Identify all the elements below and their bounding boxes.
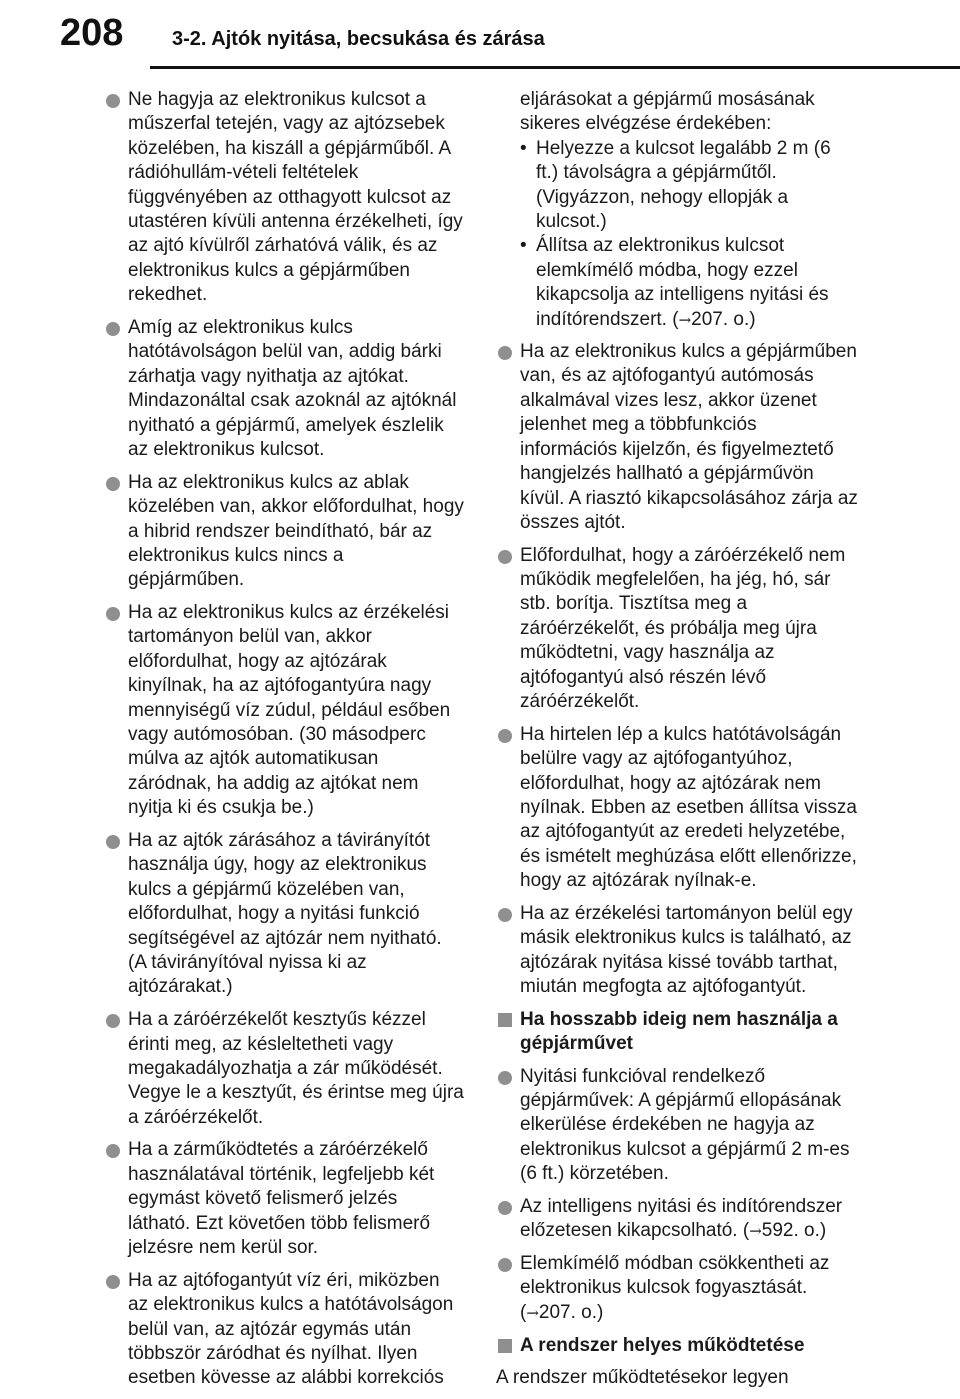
bullet-marker: • <box>520 235 527 257</box>
bullet-item: Amíg az elektronikus kulcs hatótávolságon belül van, addig bárki zárhatja vagy nyithatja az ajtókat. Mindazonáltal csak azoknál az ajtóknál nyitható a gépjármű, amelyek észlelik az elektronikus kulcsot. <box>104 316 464 462</box>
bullet-item: Ha az ajtófogantyút víz éri, miközben az elektronikus kulcs a hatótávolságon belül van, az ajtózár egymás után többször záródhat és nyílhat. Ilyen esetben kövesse az alábbi korrekciós <box>104 1269 464 1391</box>
arrow-right-icon: → <box>749 1222 762 1241</box>
arrow-right-icon: → <box>526 1303 539 1322</box>
bullet-dot-icon <box>106 94 120 108</box>
bullet-dot-icon <box>498 729 512 743</box>
page-header <box>0 0 960 76</box>
continued-text: eljárásokat a gépjármű mosásának sikeres elvégzése érdekében: <box>520 89 815 135</box>
bullet-dot-icon <box>498 346 512 360</box>
page-reference[interactable]: →207. o.) <box>526 1301 604 1323</box>
bullet-marker: • <box>520 137 527 159</box>
bullet-dot-icon <box>106 477 120 491</box>
page-reference[interactable]: →592. o.) <box>749 1220 827 1242</box>
bullet-dot-icon <box>498 1201 512 1215</box>
square-bullet-icon <box>498 1013 512 1027</box>
bullet-dot-icon <box>106 322 120 336</box>
bullet-dot-icon <box>106 1014 120 1028</box>
bullet-dot-icon <box>498 1071 512 1085</box>
arrow-right-icon: → <box>678 310 692 329</box>
bullet-item: Ha hirtelen lép a kulcs hatótávolságán belülre vagy az ajtófogantyúhoz, előfordulhat, hogy az ajtózárak nem nyílnak. Ebben az esetben állítsa vissza az ajtófogantyút az eredeti helyzetébe, és ismételt meghúzása előtt ellenőrizze, hogy az ajtózárak nyílnak-e. <box>496 723 858 894</box>
section-text: A rendszer működtetésekor legyen <box>496 1366 789 1388</box>
bullet-dot-icon <box>106 607 120 621</box>
bullet-item: Ha az ajtók zárásához a távirányítót használja úgy, hogy az elektronikus kulcs a gépjármű közelében van, előfordulhat, hogy a nyitási funkció segítségével az ajtózár nem nyitható. (A távirányítóval nyissa ki az ajtózárakat.) <box>104 829 464 1000</box>
bullet-dot-icon <box>106 1144 120 1158</box>
square-bullet-icon <box>498 1339 512 1353</box>
bullet-item: Ha az elektronikus kulcs az ablak közelében van, akkor előfordulhat, hogy a hibrid rendszer beindítható, bár az elektronikus kulcs nincs a gépjárműben. <box>104 471 464 593</box>
bullet-item: Nyitási funkcióval rendelkező gépjárművek: A gépjármű ellopásának elkerülése érdekében ne hagyja az elektronikus kulcsot a gépjármű 2 m-es (6 ft.) körzetében. <box>496 1065 858 1187</box>
bullet-item: Elemkímélő módban csökkentheti az elektronikus kulcsok fogyasztását. (→207. o.) <box>496 1252 858 1325</box>
section-heading: Ha hosszabb ideig nem használja a gépjárművet <box>496 1008 858 1057</box>
sub-list-item: • Helyezze a kulcsot legalább 2 m (6 ft.) távolságra a gépjárműtől. (Vigyázzon, nehogy ellopják a kulcsot.) <box>520 137 831 233</box>
bullet-item: Előfordulhat, hogy a záróérzékelő nem működik megfelelően, ha jég, hó, sár stb. borítja. Tisztítsa meg a záróérzékelőt, és próbálja meg újra működtetni, vagy használja az ajtófogantyú alsó részén lévő záróérzékelőt. <box>496 544 858 715</box>
section-heading: A rendszer helyes működtetése <box>496 1334 858 1358</box>
page-reference[interactable]: →207. o.) <box>678 308 756 330</box>
right-column <box>496 88 858 1390</box>
header-rule <box>150 66 960 69</box>
bullet-item: Ne hagyja az elektronikus kulcsot a műszerfal tetején, vagy az ajtózsebek közelében, ha kiszáll a gépjárműből. A rádióhullám-vételi feltételek függvényében az otthagyott kulcsot az utastéren kívüli antenna érzékelheti, így az ajtó kívülről zárhatóvá válik, és az elektronikus kulcs a gépjárműben rekedhet. <box>104 88 464 308</box>
chapter-title: 3-2. Ajtók nyitása, becsukása és zárása <box>172 28 545 50</box>
bullet-item: Ha a zárműködtetés a záróérzékelő használatával történik, legfeljebb két egymást követő felismerő jelzés látható. Ezt követően több felismerő jelzésre nem kerül sor. <box>104 1138 464 1260</box>
bullet-dot-icon <box>498 908 512 922</box>
bullet-item: Ha az elektronikus kulcs az érzékelési tartományon belül van, akkor előfordulhat, hogy az ajtózárak kinyílnak, ha az ajtófogantyúra nagy mennyiségű víz zúdul, például esőben vagy autómosóban. (30 másodperc múlva az ajtók automatikusan záródnak, ha addig az ajtókat nem nyitja ki és csukja be.) <box>104 601 464 821</box>
sub-list-item: • Állítsa az elektronikus kulcsot elemkímélő módba, hogy ezzel kikapcsolja az intelligens nyitási és indítórendszert. (→207. o.) <box>520 235 829 330</box>
bullet-dot-icon <box>106 835 120 849</box>
bullet-item: Ha az érzékelési tartományon belül egy másik elektronikus kulcs is található, az ajtózárak nyitása kissé tovább tarthat, miután megfogta az ajtófogantyút. <box>496 902 858 1000</box>
left-column <box>104 88 464 1399</box>
bullet-item: Ha az elektronikus kulcs a gépjárműben van, és az ajtófogantyú autómosás alkalmával vizes lesz, akkor üzenet jelenhet meg a többfunkciós információs kijelzőn, és figyelmeztető hangjelzés hallható a gépjárművön kívül. A riasztó kikapcsolásához zárja az összes ajtót. <box>496 340 858 535</box>
bullet-dot-icon <box>106 1275 120 1289</box>
bullet-item: Ha a záróérzékelőt kesztyűs kézzel érinti meg, az késleltetheti vagy megakadályozhatja a zár működését. Vegye le a kesztyűt, és érintse meg újra a záróérzékelőt. <box>104 1008 464 1130</box>
bullet-dot-icon <box>498 1258 512 1272</box>
bullet-dot-icon <box>498 550 512 564</box>
page-number: 208 <box>60 12 124 54</box>
bullet-item: Az intelligens nyitási és indítórendszer előzetesen kikapcsolható. (→592. o.) <box>496 1195 858 1244</box>
